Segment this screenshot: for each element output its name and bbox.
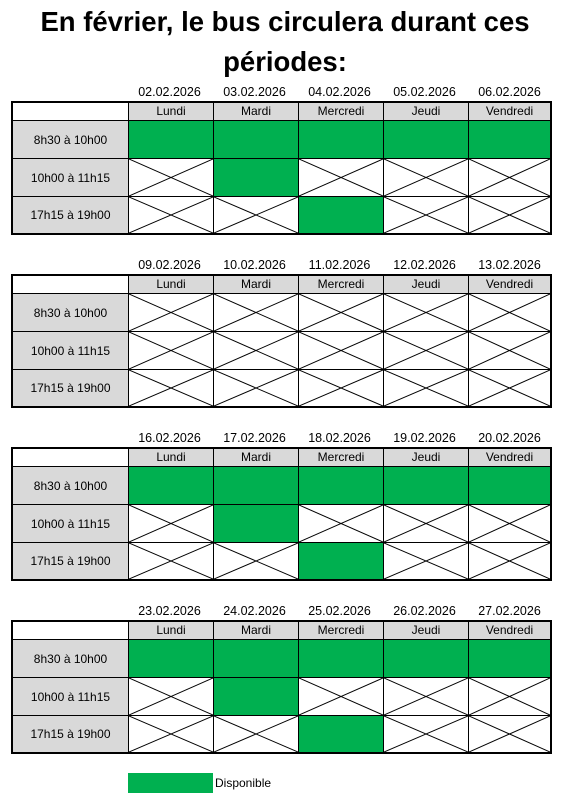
slot-unavailable (469, 716, 550, 752)
day-header: Mardi (214, 622, 299, 640)
day-header: Mardi (214, 449, 299, 467)
slot-unavailable (129, 197, 214, 233)
slot-unavailable (469, 294, 550, 332)
slot-unavailable (384, 678, 469, 716)
slot-available (299, 716, 384, 752)
slot-unavailable (299, 505, 384, 543)
cross-icon (214, 716, 298, 752)
time-slot-label: 10h00 à 11h15 (13, 678, 129, 716)
day-header: Vendredi (469, 449, 550, 467)
slot-available (299, 121, 384, 159)
cross-icon (384, 332, 468, 369)
date-row (11, 84, 552, 100)
slot-unavailable (384, 543, 469, 579)
day-header: Lundi (129, 449, 214, 467)
schedule-table (11, 274, 552, 408)
time-slot-label: 17h15 à 19h00 (13, 543, 129, 579)
slot-available (214, 159, 299, 197)
cross-icon (214, 370, 298, 406)
date-label: 23.02.2026 (138, 604, 201, 618)
slot-unavailable (299, 159, 384, 197)
cross-icon (384, 197, 468, 233)
slot-unavailable (469, 370, 550, 406)
slot-available (384, 640, 469, 678)
slot-unavailable (469, 678, 550, 716)
slot-unavailable (384, 505, 469, 543)
schedule-table (11, 447, 552, 581)
date-label: 27.02.2026 (478, 604, 541, 618)
cross-icon (129, 716, 213, 752)
slot-unavailable (469, 197, 550, 233)
cross-icon (129, 543, 213, 579)
slot-unavailable (129, 370, 214, 406)
time-slot-label: 17h15 à 19h00 (13, 197, 129, 233)
table-corner (13, 103, 129, 121)
date-label: 19.02.2026 (393, 431, 456, 445)
slot-available (214, 505, 299, 543)
cross-icon (469, 370, 550, 406)
slot-unavailable (129, 332, 214, 370)
week-block (11, 603, 552, 741)
day-header: Vendredi (469, 276, 550, 294)
schedule-table (11, 620, 552, 754)
date-label: 18.02.2026 (308, 431, 371, 445)
slot-unavailable (384, 716, 469, 752)
slot-unavailable (214, 370, 299, 406)
slot-unavailable (214, 543, 299, 579)
cross-icon (129, 294, 213, 331)
slot-available (299, 640, 384, 678)
slot-available (214, 467, 299, 505)
cross-icon (469, 197, 550, 233)
slot-unavailable (469, 332, 550, 370)
time-slot-label: 10h00 à 11h15 (13, 159, 129, 197)
day-header: Mardi (214, 103, 299, 121)
date-row (11, 603, 552, 619)
day-header: Mercredi (299, 449, 384, 467)
cross-icon (469, 716, 550, 752)
slot-unavailable (214, 716, 299, 752)
date-label: 03.02.2026 (223, 85, 286, 99)
slot-available (129, 640, 214, 678)
slot-available (469, 640, 550, 678)
slot-available (299, 543, 384, 579)
slot-unavailable (129, 543, 214, 579)
day-header: Mercredi (299, 276, 384, 294)
cross-icon (299, 505, 383, 542)
day-header: Jeudi (384, 103, 469, 121)
slot-unavailable (129, 678, 214, 716)
time-slot-label: 8h30 à 10h00 (13, 121, 129, 159)
table-corner (13, 622, 129, 640)
day-header: Mardi (214, 276, 299, 294)
cross-icon (384, 543, 468, 579)
date-label: 16.02.2026 (138, 431, 201, 445)
time-slot-label: 17h15 à 19h00 (13, 370, 129, 406)
week-block (11, 84, 552, 222)
cross-icon (214, 543, 298, 579)
time-slot-label: 17h15 à 19h00 (13, 716, 129, 752)
day-header: Vendredi (469, 103, 550, 121)
date-label: 04.02.2026 (308, 85, 371, 99)
date-label: 02.02.2026 (138, 85, 201, 99)
slot-unavailable (129, 716, 214, 752)
date-row (11, 257, 552, 273)
legend-swatch-available (128, 773, 213, 793)
cross-icon (384, 159, 468, 196)
slot-available (299, 467, 384, 505)
cross-icon (469, 294, 550, 331)
cross-icon (129, 159, 213, 196)
slot-available (469, 121, 550, 159)
cross-icon (469, 332, 550, 369)
day-header: Mercredi (299, 103, 384, 121)
slot-unavailable (129, 159, 214, 197)
date-label: 10.02.2026 (223, 258, 286, 272)
slot-available (214, 678, 299, 716)
cross-icon (299, 294, 383, 331)
cross-icon (469, 678, 550, 715)
page-title: En février, le bus circulera durant ces périodes: (40, 6, 530, 77)
week-block (11, 430, 552, 568)
slot-available (299, 197, 384, 233)
cross-icon (469, 505, 550, 542)
table-corner (13, 449, 129, 467)
day-header: Jeudi (384, 449, 469, 467)
cross-icon (299, 332, 383, 369)
day-header: Lundi (129, 103, 214, 121)
day-header: Jeudi (384, 622, 469, 640)
legend-label: Disponible (215, 776, 272, 790)
cross-icon (384, 716, 468, 752)
slot-unavailable (384, 159, 469, 197)
date-label: 24.02.2026 (223, 604, 286, 618)
date-label: 06.02.2026 (478, 85, 541, 99)
cross-icon (469, 159, 550, 196)
slot-unavailable (129, 505, 214, 543)
time-slot-label: 10h00 à 11h15 (13, 505, 129, 543)
slot-unavailable (129, 294, 214, 332)
cross-icon (299, 159, 383, 196)
cross-icon (299, 370, 383, 406)
cross-icon (299, 678, 383, 715)
slot-available (384, 467, 469, 505)
slot-available (469, 467, 550, 505)
date-row (11, 430, 552, 446)
day-header: Jeudi (384, 276, 469, 294)
cross-icon (129, 678, 213, 715)
slot-unavailable (214, 294, 299, 332)
time-slot-label: 8h30 à 10h00 (13, 294, 129, 332)
slot-available (129, 121, 214, 159)
slot-unavailable (299, 678, 384, 716)
time-slot-label: 8h30 à 10h00 (13, 640, 129, 678)
date-label: 12.02.2026 (393, 258, 456, 272)
cross-icon (129, 505, 213, 542)
date-label: 26.02.2026 (393, 604, 456, 618)
cross-icon (129, 332, 213, 369)
slot-unavailable (384, 332, 469, 370)
slot-unavailable (214, 197, 299, 233)
week-block (11, 257, 552, 395)
date-label: 09.02.2026 (138, 258, 201, 272)
cross-icon (469, 543, 550, 579)
day-header: Lundi (129, 276, 214, 294)
cross-icon (384, 294, 468, 331)
slot-available (214, 121, 299, 159)
slot-available (129, 467, 214, 505)
cross-icon (214, 197, 298, 233)
slot-unavailable (214, 332, 299, 370)
slot-unavailable (384, 294, 469, 332)
day-header: Mercredi (299, 622, 384, 640)
slot-unavailable (384, 370, 469, 406)
day-header: Vendredi (469, 622, 550, 640)
slot-unavailable (469, 159, 550, 197)
cross-icon (384, 678, 468, 715)
slot-available (214, 640, 299, 678)
table-corner (13, 276, 129, 294)
date-label: 05.02.2026 (393, 85, 456, 99)
cross-icon (129, 370, 213, 406)
slot-unavailable (299, 370, 384, 406)
date-label: 20.02.2026 (478, 431, 541, 445)
date-label: 11.02.2026 (308, 258, 371, 272)
slot-unavailable (299, 332, 384, 370)
slot-available (384, 121, 469, 159)
cross-icon (129, 197, 213, 233)
cross-icon (384, 370, 468, 406)
slot-unavailable (469, 505, 550, 543)
time-slot-label: 8h30 à 10h00 (13, 467, 129, 505)
cross-icon (214, 332, 298, 369)
slot-unavailable (469, 543, 550, 579)
time-slot-label: 10h00 à 11h15 (13, 332, 129, 370)
cross-icon (214, 294, 298, 331)
cross-icon (384, 505, 468, 542)
schedule-table (11, 101, 552, 235)
day-header: Lundi (129, 622, 214, 640)
date-label: 13.02.2026 (478, 258, 541, 272)
date-label: 25.02.2026 (308, 604, 371, 618)
legend (128, 773, 271, 793)
slot-unavailable (299, 294, 384, 332)
slot-unavailable (384, 197, 469, 233)
date-label: 17.02.2026 (223, 431, 286, 445)
